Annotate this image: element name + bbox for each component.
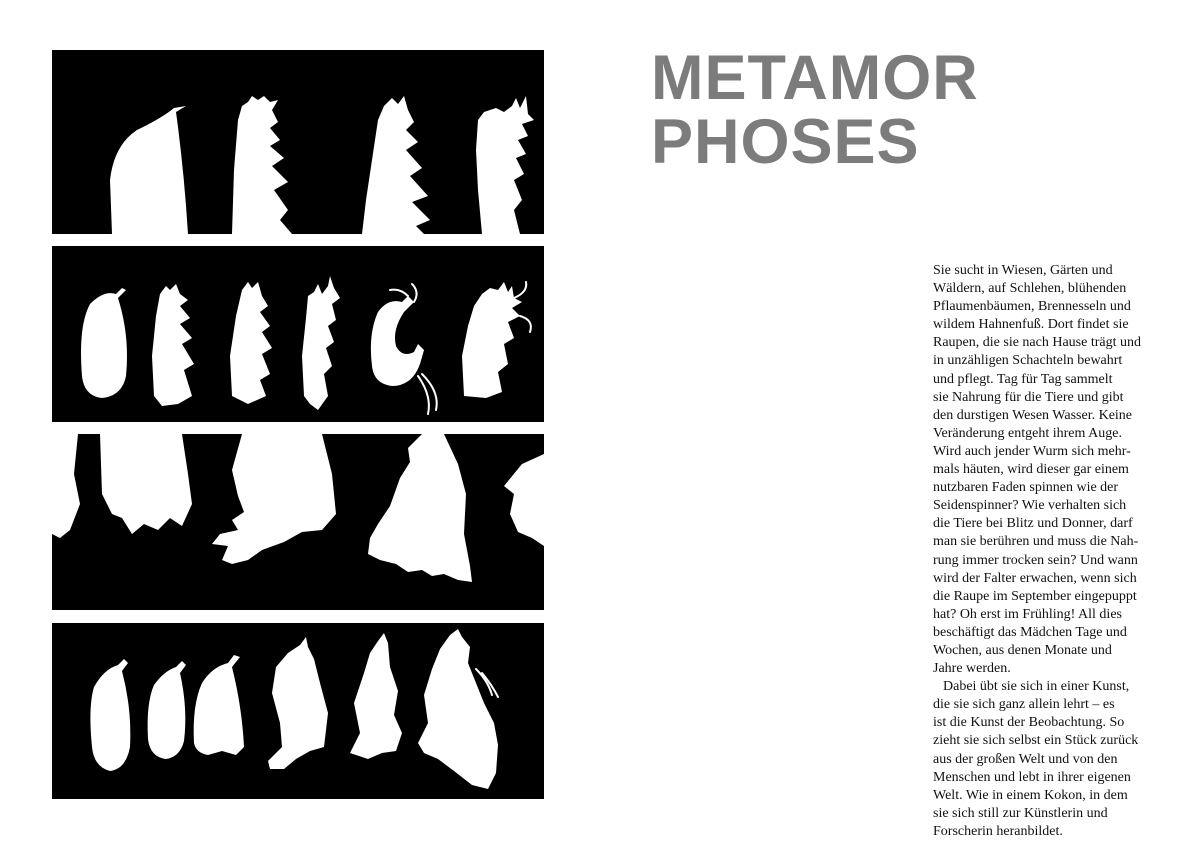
body-line: die Tiere bei Blitz und Donner, darf [933,516,1133,532]
chrysalis-silhouette [194,655,244,755]
body-line: Wochen, aus denen Monate und [933,642,1112,658]
illustration-panel-4 [52,623,544,799]
body-line: Veränderung entgeht ihrem Auge. [933,425,1122,441]
antenna-wisp [390,290,408,296]
caterpillar-silhouette [371,296,424,386]
caterpillar-silhouette [302,276,340,410]
caterpillar-silhouette [232,96,292,234]
body-line: man sie berühren und muss die Nah- [933,534,1139,550]
pupa-fragment-silhouette [100,434,192,534]
body-line: Seidenspinner? Wie verhalten sich [933,498,1127,514]
silhouette-row-3 [52,434,544,610]
antenna-wisp [412,284,417,302]
body-line: in unzähligen Schachteln bewahrt [933,353,1123,369]
body-line: ist die Kunst der Beobachtung. So [933,715,1125,731]
body-line: Welt. Wie in einem Kokon, in dem [933,787,1128,803]
antenna-wisp [520,316,531,332]
pupa-silhouette [81,288,127,398]
title-line-1: METAMOR [651,43,979,113]
chrysalis-silhouette [90,659,130,771]
chrysalis-silhouette [268,637,328,769]
body-line: Raupen, die sie nach Hause trägt und [933,335,1141,351]
caterpillar-silhouette [362,96,430,234]
body-text [933,262,1155,841]
silhouette-row-2 [52,246,544,422]
caterpillar-silhouette [462,282,522,398]
antenna-wisp [514,282,526,298]
silhouette-row-1 [52,50,544,234]
silhouette-row-4 [52,623,544,799]
caterpillar-silhouette [152,284,194,406]
illustration-panel-2 [52,246,544,422]
body-line: aus der großen Welt und von den [933,751,1118,767]
body-line: Wird auch jender Wurm sich mehr- [933,443,1131,459]
caterpillar-silhouette [476,96,534,234]
body-line: zieht sie sich selbst ein Stück zurück [933,733,1139,749]
body-line: die sie sich ganz allein lehrt – es [933,697,1115,713]
chrysalis-silhouette [350,633,402,759]
illustration-panel-1 [52,50,544,234]
body-line: Wäldern, auf Schlehen, blühenden [933,281,1127,297]
body-line: nutzbaren Faden spinnen wie der [933,480,1119,496]
body-line: Sie sucht in Wiesen, Gärten und [933,263,1113,278]
antenna-wisp [482,673,498,697]
title-line-2: PHOSES [651,107,920,177]
chrysalis-silhouette [418,629,498,789]
illustration-panel-3 [52,434,544,610]
body-line: Forscherin heranbildet. [933,823,1063,839]
body-line: mals häuten, wird dieser gar einem [933,462,1129,478]
caterpillar-silhouette [230,282,272,404]
body-line: hat? Oh erst im Frühling! All dies [933,606,1122,622]
body-line: Pflaumenbäumen, Brennesseln und [933,299,1131,315]
body-line: wird der Falter erwachen, wenn sich [933,570,1137,586]
body-line: Menschen und lebt in ihrer eigenen [933,769,1131,785]
body-line: sie Nahrung für die Tiere und gibt [933,389,1124,405]
body-line: Dabei übt sie sich in einer Kunst, [943,679,1130,695]
body-line: wildem Hahnenfuß. Dort findet sie [933,317,1129,333]
pupa-silhouette [110,106,188,234]
fragment-silhouette [52,434,80,538]
body-line: die Raupe im September eingepuppt [933,588,1137,604]
body-line: beschäftigt das Mädchen Tage und [933,624,1127,640]
page-title [651,43,979,177]
body-line: den durstigen Wesen Wasser. Keine [933,407,1133,423]
body-line: sie sich still zur Künstlerin und [933,805,1108,821]
body-line: und pflegt. Tag für Tag sammelt [933,371,1113,387]
antenna-wisp [418,376,429,414]
body-line: Jahre werden. [933,661,1011,677]
body-line: rung immer trocken sein? Und wann [933,552,1138,568]
fragment-silhouette [504,454,544,546]
pupa-fragment-silhouette [212,434,336,564]
pupa-fragment-silhouette [368,434,472,582]
chrysalis-silhouette [148,661,186,759]
